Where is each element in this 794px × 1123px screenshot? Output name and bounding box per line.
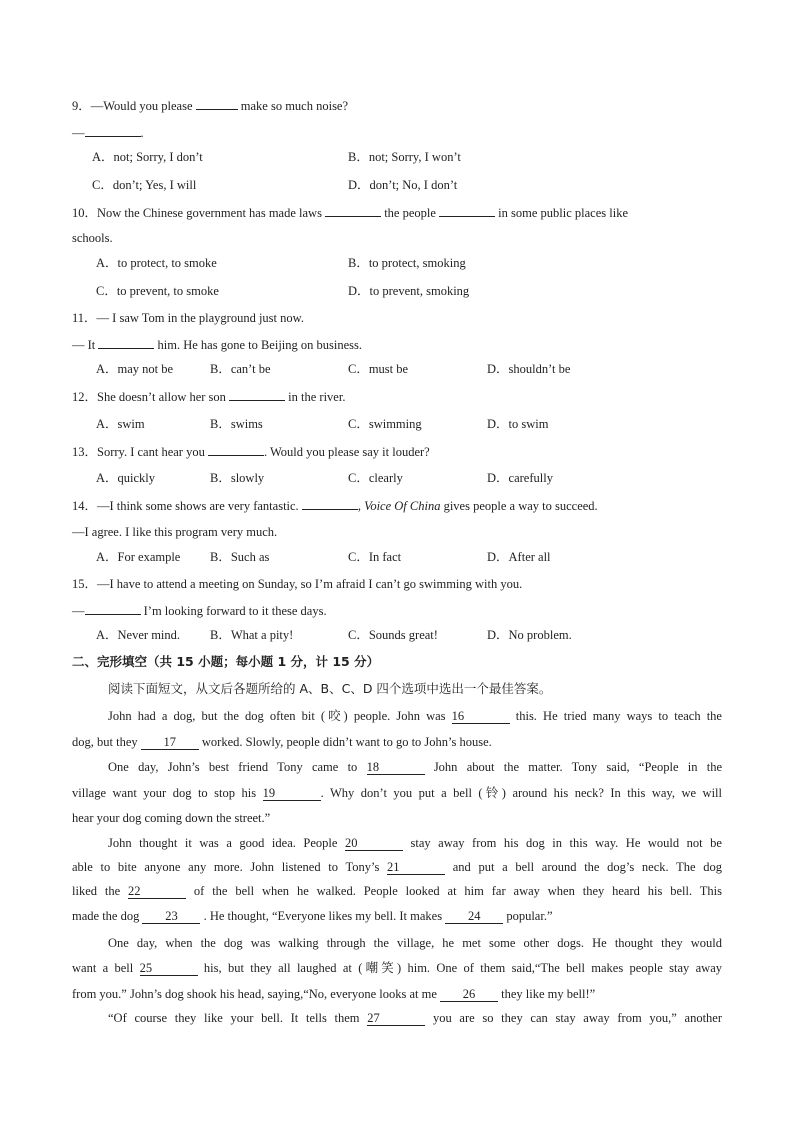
question-11-stem: 11．— I saw Tom in the playground just now. [72,311,304,325]
question-10-option-b[interactable]: B．to protect, smoking [348,256,466,270]
blank-number: 21 [387,860,445,875]
blank-number: 19 [263,786,321,801]
blank-number: 24 [445,909,503,924]
answer-blank [439,204,495,217]
answer-blank [85,602,141,615]
passage-line: John had a dog, but the dog often bit (咬) people. John was 16 this. He tried many ways to teach the [108,709,722,723]
answer-blank [98,336,154,349]
blank-number: 18 [367,760,425,775]
question-12-option-d[interactable]: D．to swim [487,417,549,431]
question-9-option-b[interactable]: B．not; Sorry, I won’t [348,150,461,164]
passage-line: from you.” John’s dog shook his head, saying,“No, everyone looks at me 26 they like my bell!” [72,987,596,1001]
passage-line: One day, when the dog was walking through the village, he met some other dogs. He thought they would [108,936,722,950]
question-9-stem: 9．—Would you please make so much noise? [72,99,349,113]
question-13-option-d[interactable]: D．carefully [487,471,553,485]
passage-line: dog, but they 17 worked. Slowly, people didn’t want to go to John’s house. [72,735,492,749]
question-14-reply: —I agree. I like this program very much. [72,525,278,539]
answer-blank [325,204,381,217]
question-12-option-b[interactable]: B．swims [210,417,263,431]
question-14-option-a[interactable]: A．For example [96,550,181,564]
question-11-option-d[interactable]: D．shouldn’t be [487,362,571,376]
question-15-option-a[interactable]: A．Never mind. [96,628,181,642]
question-15-reply: — I’m looking forward to it these days. [72,604,327,618]
passage-line: One day, John’s best friend Tony came to 18 John about the matter. Tony said, “People in the [108,760,723,774]
answer-blank [85,124,141,137]
question-14-option-d[interactable]: D．After all [487,550,551,564]
question-13-option-c[interactable]: C．clearly [348,471,403,485]
passage-line: John thought it was a good idea. People 20 stay away from his dog in this way. He would not be [108,836,722,850]
question-9-option-a[interactable]: A．not; Sorry, I don’t [92,150,203,164]
answer-blank [208,443,264,456]
question-9-reply: — . [72,126,144,140]
question-11-reply: — It him. He has gone to Beijing on business. [72,338,363,352]
question-10-option-c[interactable]: C．to prevent, to smoke [96,284,219,298]
question-12-stem: 12．She doesn’t allow her son in the river. [72,390,346,404]
question-11-option-a[interactable]: A．may not be [96,362,174,376]
section-2-title: 二、完形填空（共 15 小题；每小题 1 分，计 15 分） [72,654,380,669]
question-10-stem: 10．Now the Chinese government has made laws the people in some public places like [72,206,628,220]
question-11-option-b[interactable]: B．can’t be [210,362,271,376]
blank-number: 16 [452,709,510,724]
passage-line: hear your dog coming down the street.” [72,811,271,825]
question-13-stem: 13．Sorry. I cant hear you . Would you please say it louder? [72,445,430,459]
blank-number: 17 [141,735,199,750]
question-9-option-d[interactable]: D．don’t; No, I don’t [348,178,458,192]
question-14-option-b[interactable]: B．Such as [210,550,270,564]
blank-number: 23 [142,909,200,924]
passage-line: liked the 22 of the bell when he walked. People looked at him far away when they heard his bell. This [72,884,722,898]
question-10-option-d[interactable]: D．to prevent, smoking [348,284,470,298]
blank-number: 20 [345,836,403,851]
section-2-instruction: 阅读下面短文，从文后各题所给的 A、B、C、D 四个选项中选出一个最佳答案。 [108,681,552,696]
answer-blank [196,97,238,110]
show-title: Voice Of China [364,499,441,513]
question-10-stem-cont: schools. [72,231,113,245]
question-15-stem: 15．—I have to attend a meeting on Sunday, so I’m afraid I can’t go swimming with you. [72,577,523,591]
passage-line: “Of course they like your bell. It tells them 27 you are so they can stay away from you,” another [108,1011,723,1025]
blank-number: 27 [367,1011,425,1026]
question-10-option-a[interactable]: A．to protect, to smoke [96,256,217,270]
blank-number: 25 [140,961,198,976]
question-15-option-b[interactable]: B．What a pity! [210,628,294,642]
question-14-stem: 14．—I think some shows are very fantastic. , Voice Of China gives people a way to succeed. [72,499,598,513]
question-15-option-c[interactable]: C．Sounds great! [348,628,438,642]
question-12-option-a[interactable]: A．swim [96,417,145,431]
passage-line: want a bell 25 his, but they all laughed at (嘲笑) him. One of them said,“The bell makes people stay away [72,961,723,975]
question-9-option-c[interactable]: C．don’t; Yes, I will [92,178,197,192]
blank-number: 26 [440,987,498,1002]
question-15-option-d[interactable]: D．No problem. [487,628,572,642]
passage-line: made the dog 23 . He thought, “Everyone likes my bell. It makes 24 popular.” [72,909,553,923]
question-11-option-c[interactable]: C．must be [348,362,409,376]
question-14-option-c[interactable]: C．In fact [348,550,402,564]
answer-blank [229,388,285,401]
question-12-option-c[interactable]: C．swimming [348,417,422,431]
question-13-option-b[interactable]: B．slowly [210,471,265,485]
blank-number: 22 [128,884,186,899]
passage-line: village want your dog to stop his 19 . Why don’t you put a bell (铃) around his neck? In this way, we will [72,786,722,800]
passage-line: able to bite anyone any more. John listened to Tony’s 21 and put a bell around the dog’s neck. The dog [72,860,722,874]
answer-blank [302,497,358,510]
question-13-option-a[interactable]: A．quickly [96,471,156,485]
